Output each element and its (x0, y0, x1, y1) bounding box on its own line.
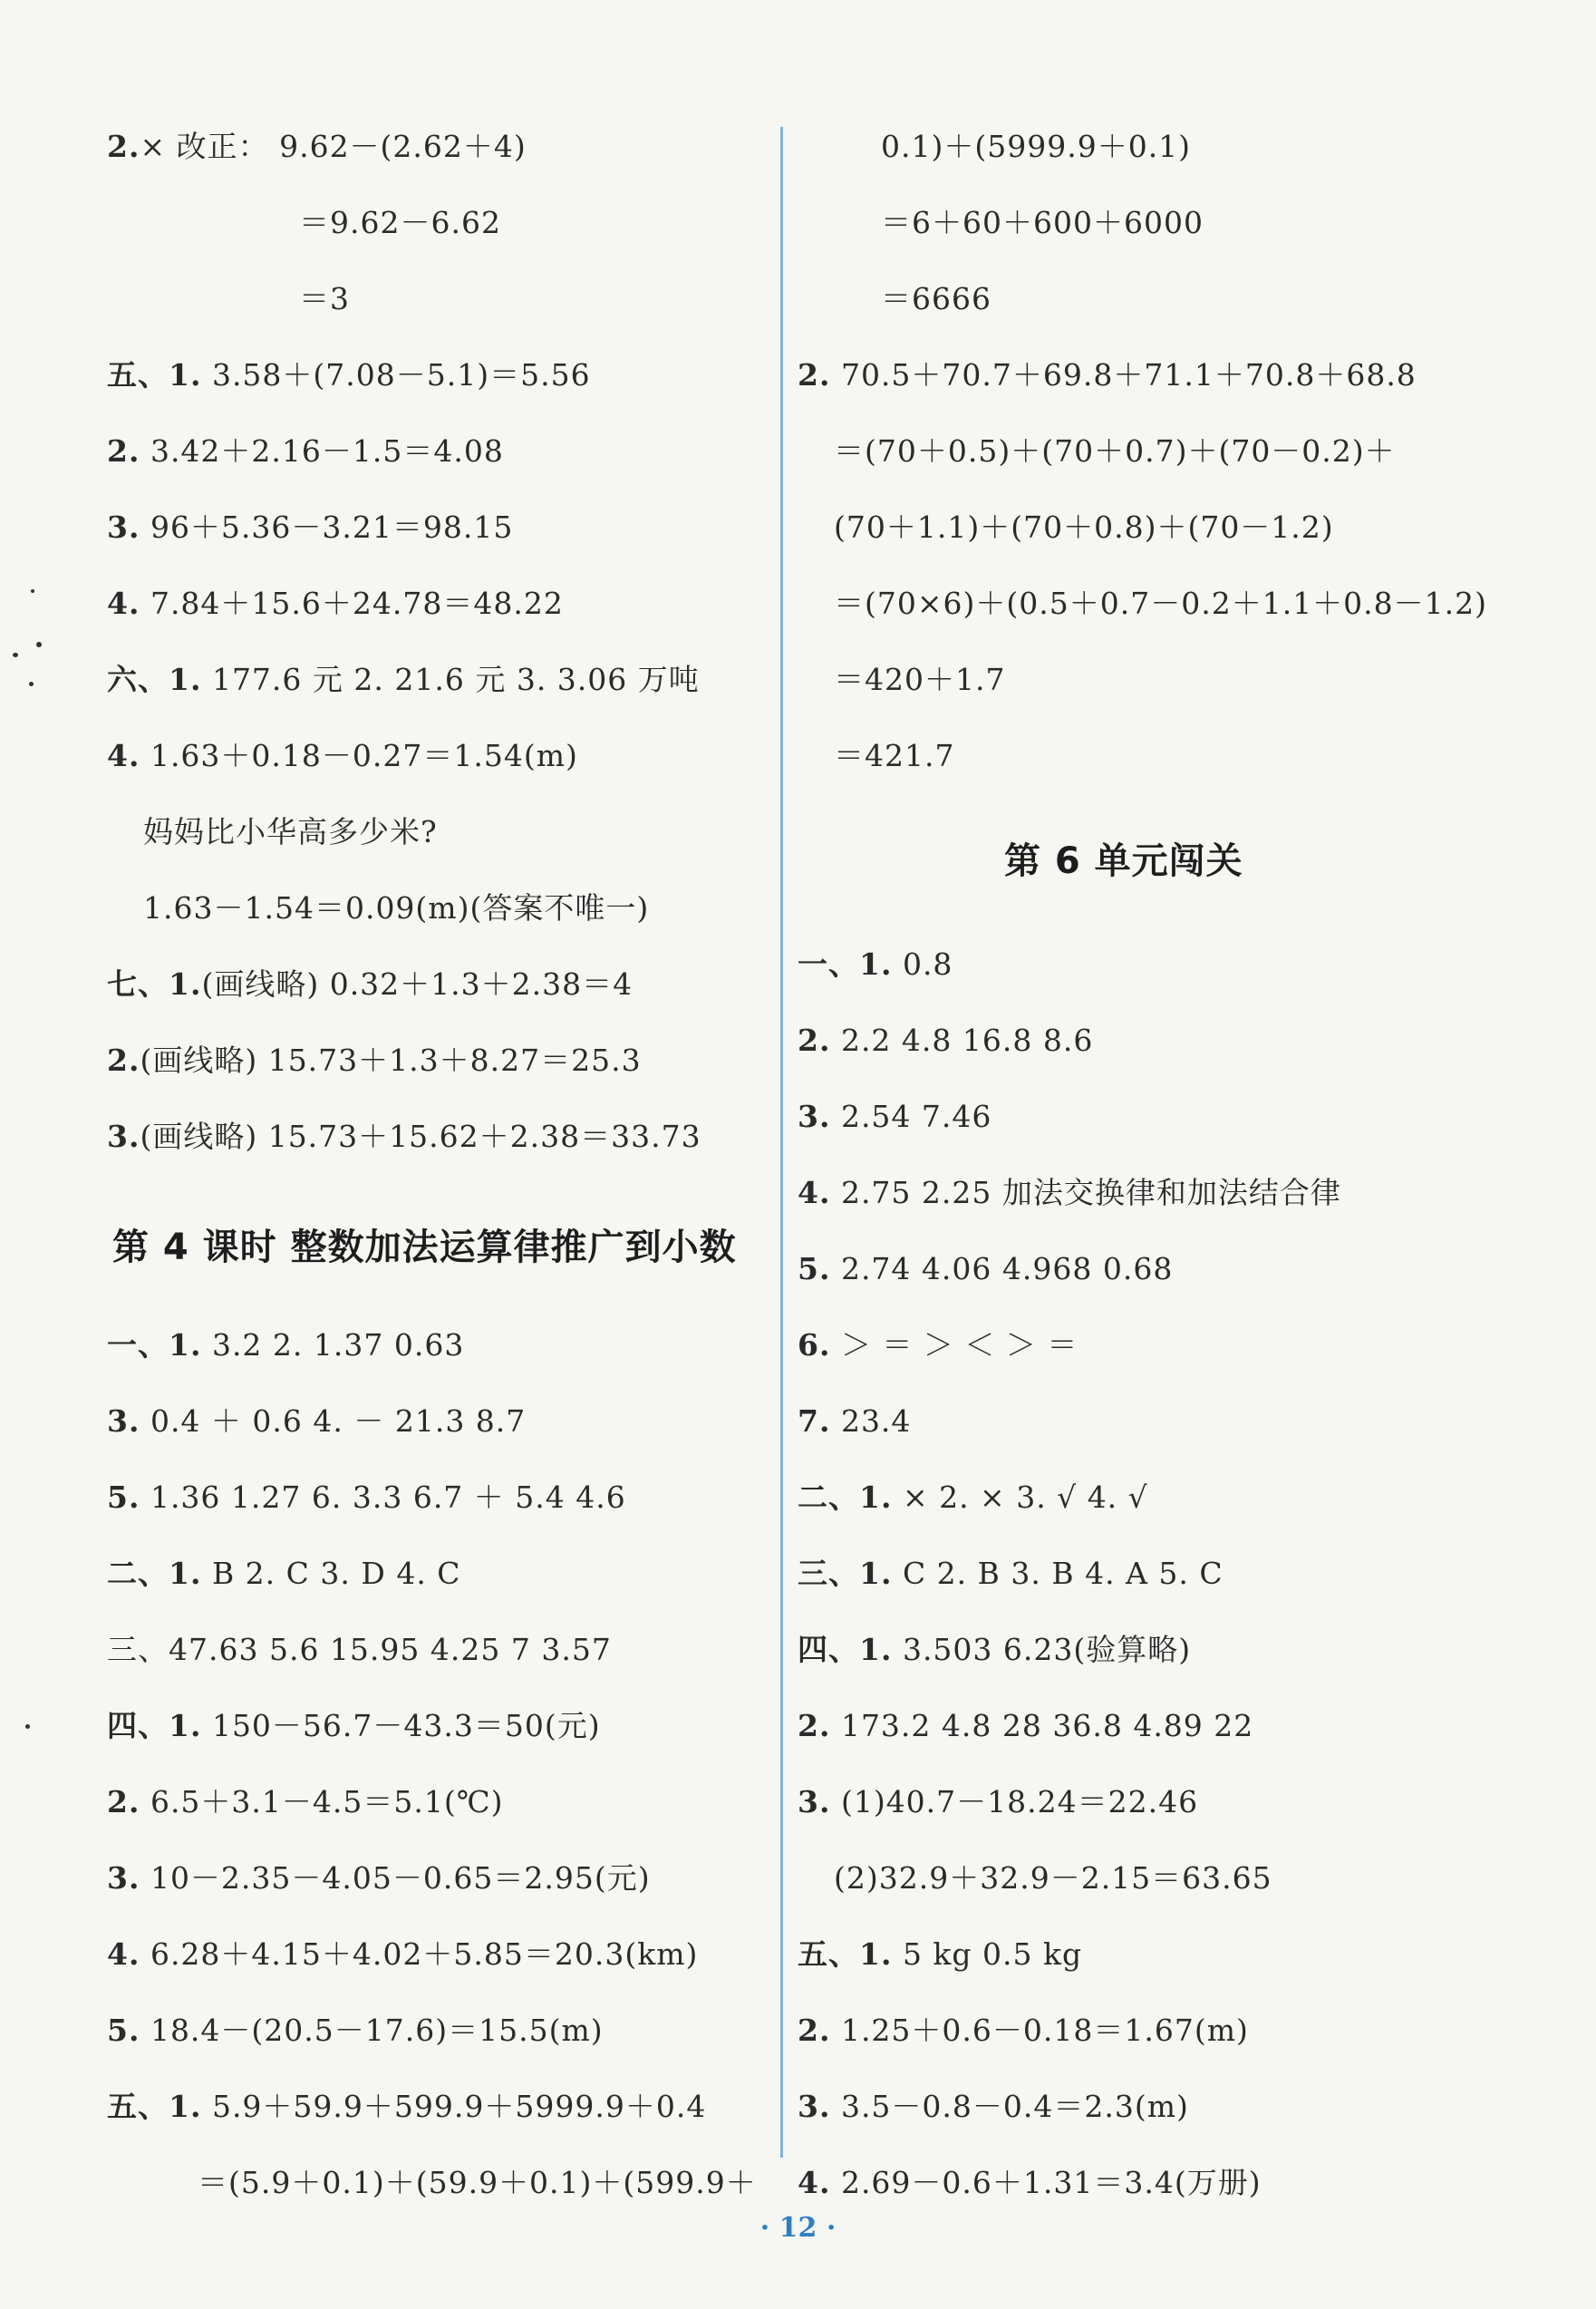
answer-line (798, 1327, 1078, 1363)
answer-text: 70.5＋70.7＋69.8＋71.1＋70.8＋68.8 (830, 357, 1417, 393)
item-number: 3. (798, 2089, 831, 2124)
answer-text: 2.75 2.25 加法交换律和加法结合律 (830, 1175, 1341, 1210)
answer-line (881, 129, 1191, 165)
section-heading: 第 6 单元闯关 (1004, 840, 1243, 882)
answer-line (881, 281, 991, 317)
scan-speck (36, 642, 42, 647)
answer-line (107, 1556, 461, 1592)
answer-text: ＝(5.9＋0.1)＋(59.9＋0.1)＋(599.9＋ (198, 2165, 757, 2200)
answer-text: 3.5－0.8－0.4＝2.3(m) (830, 2089, 1189, 2124)
answer-text: 7.84＋15.6＋24.78＝48.22 (140, 586, 564, 621)
item-number: 3. (798, 1099, 831, 1134)
section-heading: 第 4 课时 整数加法运算律推广到小数 (112, 1227, 737, 1268)
answer-text: (画线略) 15.73＋1.3＋8.27＝25.3 (140, 1043, 642, 1078)
answer-line (798, 357, 1417, 393)
item-number: 2. (798, 357, 831, 393)
item-number: 4. (798, 1175, 831, 1210)
answer-text: 1.63－1.54＝0.09(m)(答案不唯一) (143, 890, 650, 926)
item-number: 四、1. (107, 1708, 202, 1743)
item-number: 5. (107, 1480, 140, 1515)
answer-text: (画线略) 0.32＋1.3＋2.38＝4 (201, 966, 634, 1002)
answer-text: (画线略) 15.73＋15.62＋2.38＝33.73 (140, 1119, 701, 1154)
answer-line (798, 1480, 1148, 1516)
answer-text: 1.36 1.27 6. 3.3 6.7 ＋ 5.4 4.6 (140, 1480, 626, 1515)
item-number: 3. (107, 1403, 140, 1439)
answer-text: (70＋1.1)＋(70＋0.8)＋(70－1.2) (834, 509, 1334, 545)
answer-text: × 2. × 3. √ 4. √ (892, 1480, 1148, 1515)
item-number: 二、1. (798, 1480, 893, 1515)
answer-line (299, 205, 501, 241)
item-number: 4. (798, 2165, 831, 2200)
item-number: 五、1. (107, 2089, 202, 2124)
answer-text: 96＋5.36－3.21＝98.15 (140, 509, 514, 545)
answer-text: B 2. C 3. D 4. C (201, 1556, 461, 1591)
answer-text: 1.63＋0.18－0.27＝1.54(m) (140, 738, 578, 773)
answer-text: C 2. B 3. B 4. A 5. C (892, 1556, 1224, 1591)
answer-line (798, 2089, 1189, 2125)
item-number: 2. (798, 1023, 831, 1058)
answer-line (798, 2165, 1262, 2201)
answer-line (107, 1708, 601, 1744)
answer-line (107, 2013, 604, 2049)
answer-text: 3.58＋(7.08－5.1)＝5.56 (201, 357, 591, 393)
answer-text: 5.9＋59.9＋599.9＋5999.9＋0.4 (201, 2089, 707, 2124)
item-number: 四、1. (798, 1632, 893, 1667)
answer-text: 2.2 4.8 16.8 8.6 (830, 1023, 1094, 1058)
answer-line (798, 1936, 1082, 1973)
answer-line (107, 433, 504, 470)
answer-text: ＝421.7 (834, 738, 955, 773)
answer-text: 5 kg 0.5 kg (892, 1936, 1083, 1972)
item-number: 4. (107, 586, 140, 621)
scan-speck (25, 1724, 30, 1729)
answer-line (798, 1556, 1224, 1592)
answer-text: 2.74 4.06 4.968 0.68 (830, 1251, 1174, 1286)
answer-line (107, 1632, 612, 1668)
answer-line (798, 1632, 1191, 1668)
answer-line (107, 129, 527, 165)
answer-text: ＝420＋1.7 (834, 662, 1006, 697)
answer-text: (1)40.7－18.24＝22.46 (830, 1784, 1199, 1819)
answer-line (107, 966, 633, 1003)
item-number: 2. (798, 1708, 831, 1743)
answer-line (143, 814, 438, 850)
answer-text: 150－56.7－43.3＝50(元) (201, 1708, 601, 1743)
answer-line (107, 586, 564, 622)
item-number: 5. (107, 2013, 140, 2048)
answer-text: ＝6＋60＋600＋6000 (881, 205, 1204, 240)
item-number: 7. (798, 1403, 831, 1439)
answer-line (107, 1043, 642, 1079)
answer-line (798, 1099, 991, 1135)
answer-text: 2.54 7.46 (830, 1099, 992, 1134)
item-number: 五、1. (798, 1936, 893, 1972)
answer-line (798, 1708, 1253, 1744)
column-divider (780, 127, 783, 2158)
answer-line (798, 1403, 911, 1440)
answer-line (107, 509, 513, 546)
answer-line (107, 2089, 706, 2125)
answer-text: ＝9.62－6.62 (299, 205, 501, 240)
answer-text: 3.2 2. 1.37 0.63 (201, 1327, 465, 1363)
answer-line (107, 1936, 698, 1973)
item-number: 2. (107, 433, 140, 469)
answer-text: ＝6666 (881, 281, 991, 316)
answer-line (299, 281, 350, 317)
answer-line (107, 357, 591, 393)
answer-line (881, 205, 1204, 241)
answer-line (198, 2165, 757, 2201)
answer-text: 0.4 ＋ 0.6 4. － 21.3 8.7 (140, 1403, 527, 1439)
answer-line (834, 509, 1334, 546)
item-number: 2. (107, 1784, 140, 1819)
item-number: 3. (107, 509, 140, 545)
item-number: 2. (798, 2013, 831, 2048)
answer-text: 23.4 (830, 1403, 912, 1439)
answer-line (107, 1403, 526, 1440)
item-number: 2. (107, 129, 140, 164)
answer-line (834, 586, 1487, 622)
answer-text: 三、47.63 5.6 15.95 4.25 7 3.57 (107, 1632, 612, 1667)
answer-text: 3.42＋2.16－1.5＝4.08 (140, 433, 504, 469)
answer-text: ＞ ＝ ＞ ＜ ＞ ＝ (830, 1327, 1079, 1363)
answer-line (834, 433, 1396, 470)
answer-line (107, 1860, 651, 1897)
answer-text: (2)32.9＋32.9－2.15＝63.65 (834, 1860, 1272, 1896)
answer-text: 6.5＋3.1－4.5＝5.1(℃) (140, 1784, 504, 1819)
item-number: 6. (798, 1327, 831, 1363)
answer-line (107, 1327, 464, 1363)
item-number: 七、1. (107, 966, 202, 1002)
item-number: 4. (107, 738, 140, 773)
answer-text: 177.6 元 2. 21.6 元 3. 3.06 万吨 (201, 662, 700, 697)
answer-text: 3.503 6.23(验算略) (892, 1632, 1192, 1667)
answer-text: 173.2 4.8 28 36.8 4.89 22 (830, 1708, 1254, 1743)
item-number: 一、1. (798, 946, 893, 982)
item-number: 二、1. (107, 1556, 202, 1591)
answer-line (798, 946, 953, 983)
answer-line (834, 662, 1005, 698)
answer-text: 0.8 (892, 946, 953, 982)
item-number: 5. (798, 1251, 831, 1286)
answer-line (107, 1784, 504, 1820)
answer-line (143, 890, 649, 927)
item-number: 3. (798, 1784, 831, 1819)
answer-line (798, 1023, 1093, 1059)
answer-text: ＝(70×6)＋(0.5＋0.7－0.2＋1.1＋0.8－1.2) (834, 586, 1488, 621)
scan-speck (31, 589, 34, 593)
answer-text: 18.4－(20.5－17.6)＝15.5(m) (140, 2013, 604, 2048)
answer-text: 2.69－0.6＋1.31＝3.4(万册) (830, 2165, 1262, 2200)
answer-line (107, 738, 578, 774)
answer-line (798, 1784, 1198, 1820)
answer-text: 0.1)＋(5999.9＋0.1) (881, 129, 1192, 164)
answer-text: × 改正： 9.62－(2.62＋4) (140, 129, 527, 164)
answer-line (798, 1251, 1173, 1287)
answer-line (834, 738, 954, 774)
answer-text: ＝3 (299, 281, 350, 316)
item-number: 六、1. (107, 662, 202, 697)
item-number: 3. (107, 1119, 140, 1154)
answer-line (834, 1860, 1272, 1897)
answer-text: 10－2.35－4.05－0.65＝2.95(元) (140, 1860, 651, 1896)
answer-text: ＝(70＋0.5)＋(70＋0.7)＋(70－0.2)＋ (834, 433, 1396, 469)
item-number: 2. (107, 1043, 140, 1078)
answer-text: 妈妈比小华高多少米? (143, 814, 438, 849)
item-number: 三、1. (798, 1556, 893, 1591)
answer-text: 6.28＋4.15＋4.02＋5.85＝20.3(km) (140, 1936, 699, 1972)
answer-text: 1.25＋0.6－0.18＝1.67(m) (830, 2013, 1249, 2048)
item-number: 3. (107, 1860, 140, 1896)
answer-line (798, 2013, 1249, 2049)
answer-line (107, 662, 700, 698)
item-number: 4. (107, 1936, 140, 1972)
answer-line (107, 1480, 626, 1516)
answer-line (798, 1175, 1341, 1211)
scan-speck (13, 653, 18, 657)
item-number: 五、1. (107, 357, 202, 393)
scan-speck (29, 682, 34, 686)
page-number: · 12 · (759, 2212, 837, 2244)
answer-line (107, 1119, 701, 1155)
item-number: 一、1. (107, 1327, 202, 1363)
